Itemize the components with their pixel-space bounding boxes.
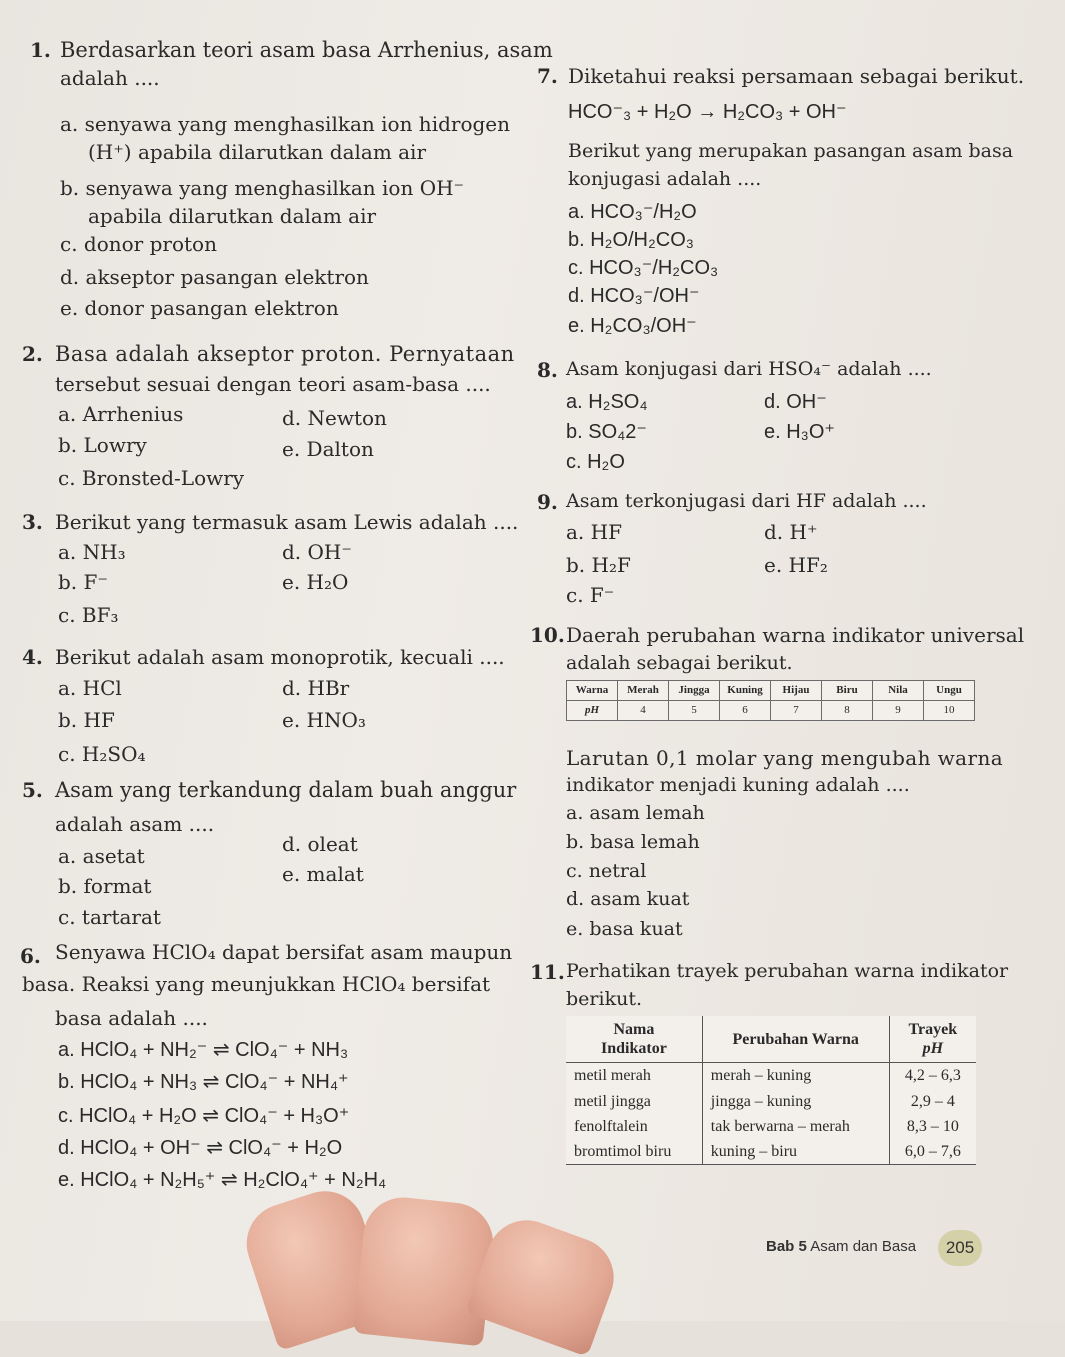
q2-option-c: c. Bronsted-Lowry — [58, 466, 245, 490]
q2-stem-2: tersebut sesuai dengan teori asam-basa .... — [55, 372, 491, 396]
q3-option-e: e. H₂O — [282, 570, 349, 594]
q9-option-b: b. H₂F — [566, 553, 631, 577]
header-name-2: Indikator — [601, 1040, 667, 1058]
table-row — [566, 1016, 976, 1063]
table-cell-ph: 10 — [924, 701, 975, 721]
table-cell-range: 6,0 – 7,6 — [889, 1139, 976, 1165]
table-row — [566, 1063, 976, 1089]
q11-stem: Perhatikan trayek perubahan warna indikator — [566, 960, 1009, 982]
q10-option-c: c. netral — [566, 860, 647, 882]
q5-option-b: b. format — [58, 874, 152, 898]
q2-option-b: b. Lowry — [58, 433, 147, 457]
table-cell-name: metil jingga — [574, 1092, 651, 1110]
q10-stem-3: Larutan 0,1 molar yang mengubah warna — [566, 746, 1004, 770]
q7-option-b: b. H₂O/H₂CO₃ — [568, 229, 694, 251]
q8-option-a: a. H₂SO₄ — [566, 391, 648, 413]
q5-number: 5. — [22, 778, 43, 802]
table-cell-ph: 4 — [618, 701, 669, 721]
q4-stem: Berikut adalah asam monoprotik, kecuali .... — [55, 645, 505, 669]
q10-option-a: a. asam lemah — [566, 802, 705, 824]
table-row — [566, 1114, 976, 1139]
q9-option-a: a. HF — [566, 520, 622, 544]
q7-stem: Diketahui reaksi persamaan sebagai berikut. — [568, 64, 1025, 88]
table-cell-name: metil merah — [574, 1067, 651, 1085]
table-cell-name: fenolftalein — [574, 1117, 648, 1135]
table-row — [567, 681, 975, 701]
q6-number: 6. — [20, 944, 41, 968]
q3-option-a: a. NH₃ — [58, 540, 126, 564]
indicator-range-table — [566, 1016, 976, 1165]
table-cell-change: tak berwarna – merah — [702, 1114, 889, 1139]
q1-stem-2: adalah .... — [60, 66, 160, 90]
table-cell-change: kuning – biru — [702, 1139, 889, 1165]
table-cell-range: 2,9 – 4 — [889, 1089, 976, 1114]
q6-option-d: d. HClO₄ + OH⁻ ⇌ ClO₄⁻ + H₂O — [58, 1137, 343, 1159]
q7-option-a: a. HCO₃⁻/H₂O — [568, 201, 697, 223]
header-range-2: pH — [922, 1040, 944, 1058]
table-header-warna: Warna — [567, 681, 618, 701]
table-cell-color: Ungu — [924, 681, 975, 701]
q7-stem-3: konjugasi adalah .... — [568, 168, 762, 190]
q6-stem-3: basa adalah .... — [55, 1006, 208, 1030]
q3-option-c: c. BF₃ — [58, 603, 119, 627]
q1-option-c: c. donor proton — [60, 232, 217, 256]
q11-stem-2: berikut. — [566, 988, 642, 1010]
table-cell-ph: 5 — [669, 701, 720, 721]
q9-option-d: d. H⁺ — [764, 520, 818, 544]
q8-number: 8. — [537, 358, 558, 382]
header-range-1: Trayek — [908, 1021, 958, 1038]
q10-option-b: b. basa lemah — [566, 831, 700, 853]
table-cell-ph: 6 — [720, 701, 771, 721]
table-cell-change: merah – kuning — [702, 1063, 889, 1089]
q10-option-d: d. asam kuat — [566, 888, 690, 910]
q4-option-b: b. HF — [58, 708, 115, 732]
table-cell-color: Jingga — [669, 681, 720, 701]
footer-chapter: Bab 5 — [766, 1238, 807, 1255]
q7-option-d: d. HCO₃⁻/OH⁻ — [568, 285, 700, 307]
table-cell-color: Merah — [618, 681, 669, 701]
q4-option-e: e. HNO₃ — [282, 708, 366, 732]
header-name-1: Nama — [613, 1021, 655, 1038]
q1-option-b: b. senyawa yang menghasilkan ion OH⁻ — [60, 176, 465, 200]
q5-option-e: e. malat — [282, 862, 364, 886]
page-number: 205 — [938, 1230, 982, 1266]
q2-option-a: a. Arrhenius — [58, 402, 184, 426]
table-cell-range: 4,2 – 6,3 — [889, 1063, 976, 1089]
q7-option-c: c. HCO₃⁻/H₂CO₃ — [568, 257, 719, 279]
q6-option-b: b. HClO₄ + NH₃ ⇌ ClO₄⁻ + NH₄⁺ — [58, 1071, 349, 1093]
q1-option-a-2: (H⁺) apabila dilarutkan dalam air — [88, 140, 427, 164]
table-cell-ph: 7 — [771, 701, 822, 721]
q2-option-e: e. Dalton — [282, 437, 374, 461]
q9-option-e: e. HF₂ — [764, 553, 828, 577]
q11-number: 11. — [530, 960, 565, 984]
q1-option-b-2: apabila dilarutkan dalam air — [88, 204, 377, 228]
q4-number: 4. — [22, 645, 43, 669]
q7-equation: HCO⁻₃ + H₂O → H₂CO₃ + OH⁻ — [568, 101, 847, 123]
q7-option-e: e. H₂CO₃/OH⁻ — [568, 315, 697, 337]
q10-number: 10. — [530, 623, 565, 647]
indicator-color-table — [566, 680, 975, 721]
q8-option-b: b. SO₄2⁻ — [566, 421, 647, 443]
q1-stem: Berdasarkan teori asam basa Arrhenius, asam — [60, 38, 553, 62]
q5-option-d: d. oleat — [282, 832, 358, 856]
q6-stem-2: basa. Reaksi yang meunjukkan HClO₄ bersifat — [22, 972, 491, 996]
right-column — [520, 0, 1065, 1321]
q8-stem: Asam konjugasi dari HSO₄⁻ adalah .... — [566, 358, 932, 380]
table-cell-color: Kuning — [720, 681, 771, 701]
page-footer — [766, 1238, 916, 1255]
q3-option-b: b. F⁻ — [58, 570, 108, 594]
q6-option-c: c. HClO₄ + H₂O ⇌ ClO₄⁻ + H₃O⁺ — [58, 1105, 350, 1127]
q8-option-c: c. H₂O — [566, 451, 625, 473]
q2-number: 2. — [22, 342, 43, 366]
q1-number: 1. — [30, 38, 51, 62]
q5-stem-2: adalah asam .... — [55, 812, 215, 836]
q10-stem-4: indikator menjadi kuning adalah .... — [566, 774, 910, 796]
footer-title: Asam dan Basa — [810, 1238, 917, 1255]
q4-option-a: a. HCl — [58, 676, 122, 700]
q5-option-c: c. tartarat — [58, 905, 161, 929]
q10-stem-2: adalah sebagai berikut. — [566, 652, 793, 674]
table-cell-ph: 8 — [822, 701, 873, 721]
q3-number: 3. — [22, 510, 43, 534]
q8-option-e: e. H₃O⁺ — [764, 421, 835, 443]
q2-stem: Basa adalah akseptor proton. Pernyataan — [55, 342, 515, 366]
q10-stem: Daerah perubahan warna indikator universal — [566, 623, 1025, 647]
table-header-change: Perubahan Warna — [702, 1016, 889, 1063]
q8-option-d: d. OH⁻ — [764, 391, 827, 413]
table-cell-ph: 9 — [873, 701, 924, 721]
table-cell-color: Biru — [822, 681, 873, 701]
q6-option-e: e. HClO₄ + N₂H₅⁺ ⇌ H₂ClO₄⁺ + N₂H₄ — [58, 1169, 387, 1191]
table-cell-color: Nila — [873, 681, 924, 701]
table-header-ph: pH — [567, 701, 618, 721]
q2-option-d: d. Newton — [282, 406, 387, 430]
q7-number: 7. — [537, 64, 558, 88]
q1-option-a: a. senyawa yang menghasilkan ion hidrogen — [60, 112, 511, 136]
q7-stem-2: Berikut yang merupakan pasangan asam basa — [568, 140, 1014, 162]
q5-option-a: a. asetat — [58, 844, 145, 868]
q3-stem: Berikut yang termasuk asam Lewis adalah .... — [55, 510, 519, 534]
q9-option-c: c. F⁻ — [566, 583, 615, 607]
q9-number: 9. — [537, 490, 558, 514]
table-row — [567, 701, 975, 721]
finger-shape — [353, 1194, 497, 1347]
table-cell-range: 8,3 – 10 — [889, 1114, 976, 1139]
q1-option-d: d. akseptor pasangan elektron — [60, 265, 369, 289]
table-cell-color: Hijau — [771, 681, 822, 701]
q5-stem: Asam yang terkandung dalam buah anggur — [55, 778, 517, 802]
q9-stem: Asam terkonjugasi dari HF adalah .... — [566, 490, 927, 512]
table-cell-change: jingga – kuning — [702, 1089, 889, 1114]
table-cell-name: bromtimol biru — [574, 1142, 672, 1160]
q4-option-d: d. HBr — [282, 676, 350, 700]
table-row — [566, 1089, 976, 1114]
q1-option-e: e. donor pasangan elektron — [60, 296, 339, 320]
table-header-name — [566, 1016, 702, 1063]
q4-option-c: c. H₂SO₄ — [58, 742, 146, 766]
q10-option-e: e. basa kuat — [566, 918, 683, 940]
q6-stem: Senyawa HClO₄ dapat bersifat asam maupun — [55, 940, 513, 964]
table-row — [566, 1139, 976, 1165]
q3-option-d: d. OH⁻ — [282, 540, 352, 564]
table-header-range — [889, 1016, 976, 1063]
q6-option-a: a. HClO₄ + NH₂⁻ ⇌ ClO₄⁻ + NH₃ — [58, 1039, 349, 1061]
